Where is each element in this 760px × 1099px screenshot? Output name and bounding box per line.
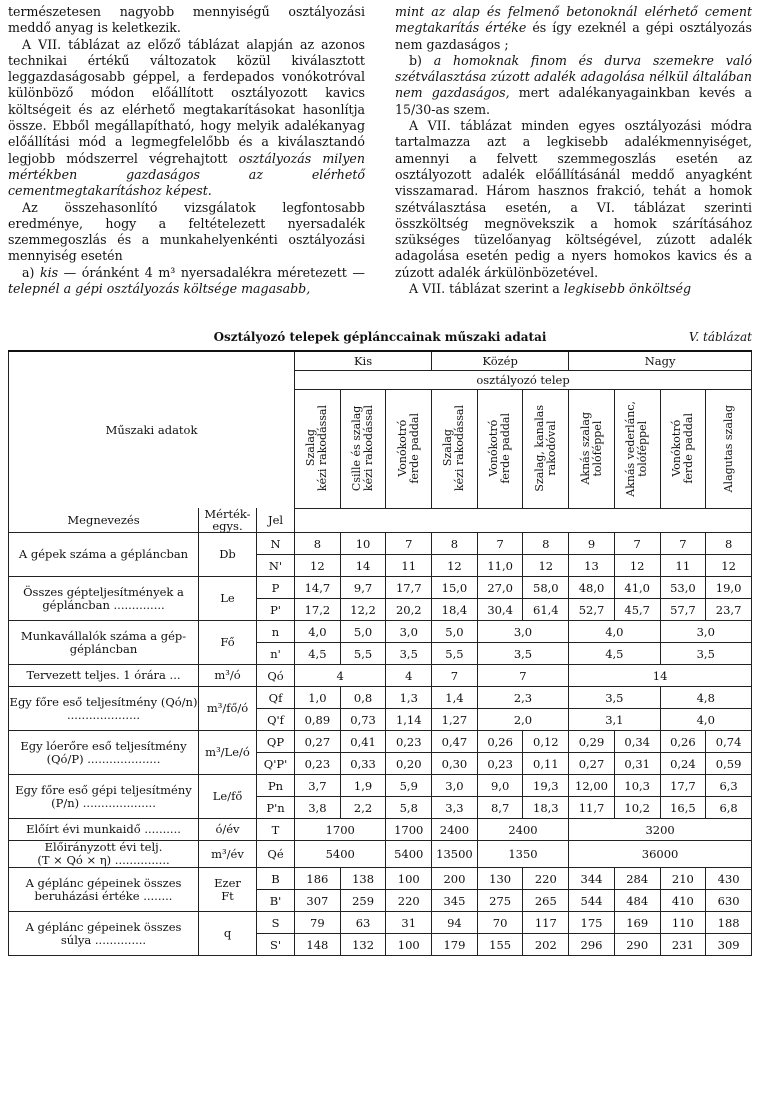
column-header xyxy=(660,389,706,508)
row-name: Munkavállalók száma a gépgépláncban xyxy=(9,621,199,665)
value-cell: 4,0 xyxy=(660,709,751,731)
table-row xyxy=(9,912,752,934)
value-cell: 3200 xyxy=(569,819,752,841)
column-label: Csille és szalag kézi rakodással xyxy=(350,405,376,492)
spec-table xyxy=(8,350,752,956)
value-cell: 7 xyxy=(614,533,660,555)
value-cell: 13500 xyxy=(432,841,478,868)
value-cell: 430 xyxy=(706,868,752,890)
value-cell: 3,5 xyxy=(569,687,660,709)
value-cell: 16,5 xyxy=(660,797,706,819)
value-cell: 10 xyxy=(340,533,386,555)
column-header xyxy=(386,389,432,508)
value-cell: 3,5 xyxy=(477,643,568,665)
value-cell: 58,0 xyxy=(523,577,569,599)
column-label: Vonókotró ferde paddal xyxy=(395,413,421,484)
value-cell: 175 xyxy=(569,912,615,934)
value-cell: 18,3 xyxy=(523,797,569,819)
row-unit: Db xyxy=(199,533,257,577)
value-cell: 8 xyxy=(295,533,341,555)
row-unit: Le/fő xyxy=(199,775,257,819)
paragraph: természetesen nagyobb mennyiségű osztályozási meddő anyag is keletkezik. xyxy=(8,4,365,36)
column-label: Aknás szalag tolóféppel xyxy=(578,412,604,485)
value-cell: 148 xyxy=(295,934,341,956)
value-cell: 3,0 xyxy=(477,621,568,643)
value-cell: 307 xyxy=(295,890,341,912)
value-cell: 14,7 xyxy=(295,577,341,599)
value-cell: 0,8 xyxy=(340,687,386,709)
value-cell: 3,0 xyxy=(660,621,751,643)
right-column xyxy=(395,4,752,297)
value-cell: 5400 xyxy=(295,841,386,868)
value-cell: 2400 xyxy=(432,819,478,841)
value-cell: 202 xyxy=(523,934,569,956)
value-cell: 0,23 xyxy=(295,753,341,775)
value-cell: 94 xyxy=(432,912,478,934)
value-cell: 2,3 xyxy=(477,687,568,709)
row-unit: m³/év xyxy=(199,841,257,868)
row-unit: m³/Le/ó xyxy=(199,731,257,775)
symbol-header: Jel xyxy=(257,508,295,533)
value-cell: 52,7 xyxy=(569,599,615,621)
value-cell: 17,2 xyxy=(295,599,341,621)
text-run: mert adalékanyagainkban kevés a 15/30-as szem. xyxy=(395,85,752,117)
column-header xyxy=(706,389,752,508)
value-cell: 130 xyxy=(477,868,523,890)
value-cell: 0,47 xyxy=(432,731,478,753)
italic-run: telepnél a gépi osztályozás költsége magasabb, xyxy=(8,281,311,297)
value-cell: 57,7 xyxy=(660,599,706,621)
value-cell: 4,0 xyxy=(295,621,341,643)
value-cell: 3,3 xyxy=(432,797,478,819)
row-symbol: Q'P' xyxy=(257,753,295,775)
value-cell: 17,7 xyxy=(660,775,706,797)
value-cell: 30,4 xyxy=(477,599,523,621)
value-cell: 11 xyxy=(386,555,432,577)
value-cell: 8 xyxy=(432,533,478,555)
value-cell: 12 xyxy=(523,555,569,577)
row-symbol: Qó xyxy=(257,665,295,687)
value-cell: 2,0 xyxy=(477,709,568,731)
value-cell: 79 xyxy=(295,912,341,934)
value-cell: 45,7 xyxy=(614,599,660,621)
value-cell: 8,7 xyxy=(477,797,523,819)
value-cell: 14 xyxy=(340,555,386,577)
value-cell: 210 xyxy=(660,868,706,890)
value-cell: 484 xyxy=(614,890,660,912)
value-cell: 220 xyxy=(523,868,569,890)
unit-header: Mérték- egys. xyxy=(199,508,257,533)
row-name: A géplánc gépeinek összes beruházási értéke ........ xyxy=(9,868,199,912)
value-cell: 6,8 xyxy=(706,797,752,819)
value-cell: 1700 xyxy=(295,819,386,841)
value-cell: 8 xyxy=(706,533,752,555)
text-run: A VII. táblázat szerint a xyxy=(409,281,564,297)
group-header: Közép xyxy=(432,351,569,370)
value-cell: 27,0 xyxy=(477,577,523,599)
row-symbol: QP xyxy=(257,731,295,753)
value-cell: 0,34 xyxy=(614,731,660,753)
value-cell: 0,74 xyxy=(706,731,752,753)
name-header: Megnevezés xyxy=(9,508,199,533)
value-cell: 4 xyxy=(386,665,432,687)
row-symbol: B' xyxy=(257,890,295,912)
value-cell: 0,73 xyxy=(340,709,386,731)
value-cell: 7 xyxy=(477,533,523,555)
value-cell: 12,2 xyxy=(340,599,386,621)
value-cell: 2400 xyxy=(477,819,568,841)
value-cell: 100 xyxy=(386,868,432,890)
value-cell: 0,23 xyxy=(386,731,432,753)
value-cell: 7 xyxy=(660,533,706,555)
tech-header-cell xyxy=(9,351,295,508)
row-symbol: Q'f xyxy=(257,709,295,731)
value-cell: 3,0 xyxy=(432,775,478,797)
column-header xyxy=(477,389,523,508)
value-cell: 4,8 xyxy=(660,687,751,709)
value-cell: 41,0 xyxy=(614,577,660,599)
italic-run: osztályozás milyen mértékben gazdaságos az elérhető cementmegtakarításhoz képest. xyxy=(8,150,365,199)
value-cell: 155 xyxy=(477,934,523,956)
table-row xyxy=(9,687,752,709)
text-columns xyxy=(8,4,752,297)
column-label: Vonókotró ferde paddal xyxy=(487,413,513,484)
value-cell: 309 xyxy=(706,934,752,956)
column-label: Szalag kézi rakodással xyxy=(304,405,330,492)
value-cell: 544 xyxy=(569,890,615,912)
value-cell: 3,5 xyxy=(386,643,432,665)
value-cell: 6,3 xyxy=(706,775,752,797)
value-cell: 1,4 xyxy=(432,687,478,709)
italic-run: legkisebb önköltség xyxy=(563,281,692,297)
paragraph: A VII. táblázat minden egyes osztályozási módra tartalmazza azt a legkisebb adalékmennyiséget, amennyi a felvett szemmegoszlás esetén az osztályozott adalék előállításánál meddő anyagként visszamarad. Három hasznos frakció, tehát a homok szétválasztása esetén, a VI. táblázat szerinti összköltség megnövekszik a homok szárításához szükséges tüzelőanyag költségével, zúzott adalék adagolása esetén pedig a nyers homokos kavics és a zúzott adalék árkülönbözetével. xyxy=(395,118,752,280)
tech-header: Műszaki adatok xyxy=(105,423,198,437)
row-unit: m³/ó xyxy=(199,665,257,687)
row-unit: ó/év xyxy=(199,819,257,841)
value-cell: 138 xyxy=(340,868,386,890)
text-run: A VII. táblázat az előző táblázat alapján az azonos technikai értékű változatok közül kiválasztott leggazdaságosabb géppel, a ferdepados vonókotróval különböző módon előállított osztályozott kavics költségeit és az elérhető megtakarításokat hasonlítja össze. Ebből megállapítható, hogy melyik adalékanyag előállítási mód a legmegfelelőbb és a kiválasztandó legjobb módszerrel végrehajtott xyxy=(8,36,365,166)
value-cell: 9 xyxy=(569,533,615,555)
group-header: Nagy xyxy=(569,351,752,370)
column-header xyxy=(569,389,615,508)
value-cell: 12 xyxy=(614,555,660,577)
column-label: Szalag kézi rakodással xyxy=(441,405,467,492)
value-cell: 344 xyxy=(569,868,615,890)
value-cell: 220 xyxy=(386,890,432,912)
row-unit: q xyxy=(199,912,257,956)
value-cell: 179 xyxy=(432,934,478,956)
value-cell: 48,0 xyxy=(569,577,615,599)
column-header xyxy=(432,389,478,508)
value-cell: 0,89 xyxy=(295,709,341,731)
value-cell: 169 xyxy=(614,912,660,934)
value-cell: 12 xyxy=(432,555,478,577)
table-row xyxy=(9,819,752,841)
table-row xyxy=(9,868,752,890)
value-cell: 1,14 xyxy=(386,709,432,731)
value-cell: 12 xyxy=(295,555,341,577)
italic-run: mint az alap és felmenő betonoknál elérhető cement megtakarítás értéke xyxy=(395,4,752,36)
row-name: Egy főre eső gépi teljesítmény (P/n) .................... xyxy=(9,775,199,819)
table-row xyxy=(9,621,752,643)
value-cell: 4,5 xyxy=(569,643,660,665)
value-cell: 10,3 xyxy=(614,775,660,797)
value-cell: 0,29 xyxy=(569,731,615,753)
value-cell: 186 xyxy=(295,868,341,890)
paragraph xyxy=(8,265,365,298)
value-cell: 63 xyxy=(340,912,386,934)
value-cell: 5,0 xyxy=(340,621,386,643)
header-spacer xyxy=(295,508,752,533)
value-cell: 0,59 xyxy=(706,753,752,775)
value-cell: 0,20 xyxy=(386,753,432,775)
value-cell: 0,12 xyxy=(523,731,569,753)
value-cell: 61,4 xyxy=(523,599,569,621)
value-cell: 7 xyxy=(432,665,478,687)
value-cell: 11 xyxy=(660,555,706,577)
value-cell: 5,8 xyxy=(386,797,432,819)
value-cell: 7 xyxy=(386,533,432,555)
value-cell: 0,11 xyxy=(523,753,569,775)
paragraph xyxy=(395,4,752,53)
row-unit: m³/fő/ó xyxy=(199,687,257,731)
value-cell: 11,7 xyxy=(569,797,615,819)
value-cell: 3,8 xyxy=(295,797,341,819)
value-cell: 630 xyxy=(706,890,752,912)
value-cell: 0,27 xyxy=(569,753,615,775)
text-run: és így ezeknél a gépi osztályozás nem gazdaságos ; xyxy=(395,20,752,52)
row-symbol: N' xyxy=(257,555,295,577)
row-unit: Fő xyxy=(199,621,257,665)
value-cell: 9,0 xyxy=(477,775,523,797)
left-column xyxy=(8,4,365,297)
value-cell: 1,27 xyxy=(432,709,478,731)
row-symbol: P xyxy=(257,577,295,599)
value-cell: 4,0 xyxy=(569,621,660,643)
value-cell: 110 xyxy=(660,912,706,934)
value-cell: 410 xyxy=(660,890,706,912)
italic-run: kis xyxy=(39,264,59,280)
value-cell: 19,0 xyxy=(706,577,752,599)
value-cell: 132 xyxy=(340,934,386,956)
row-symbol: n' xyxy=(257,643,295,665)
table-title: Osztályozó telepek géplánccainak műszaki adatai xyxy=(213,330,547,344)
paragraph xyxy=(395,281,752,297)
value-cell: 1,0 xyxy=(295,687,341,709)
value-cell: 290 xyxy=(614,934,660,956)
value-cell: 1350 xyxy=(477,841,568,868)
value-cell: 3,7 xyxy=(295,775,341,797)
row-unit: Le xyxy=(199,577,257,621)
value-cell: 53,0 xyxy=(660,577,706,599)
value-cell: 19,3 xyxy=(523,775,569,797)
group-header: Kis xyxy=(295,351,432,370)
value-cell: 0,33 xyxy=(340,753,386,775)
row-symbol: S xyxy=(257,912,295,934)
table-row xyxy=(9,731,752,753)
row-name: Előirányzott évi telj. (T × Qó × η) ............... xyxy=(9,841,199,868)
value-cell: 15,0 xyxy=(432,577,478,599)
row-name: Egy lóerőre eső teljesítmény (Qó/P) .................... xyxy=(9,731,199,775)
value-cell: 20,2 xyxy=(386,599,432,621)
row-symbol: B xyxy=(257,868,295,890)
value-cell: 0,27 xyxy=(295,731,341,753)
value-cell: 12 xyxy=(706,555,752,577)
column-header xyxy=(340,389,386,508)
value-cell: 10,2 xyxy=(614,797,660,819)
value-cell: 9,7 xyxy=(340,577,386,599)
value-cell: 3,5 xyxy=(660,643,751,665)
value-cell: 7 xyxy=(477,665,568,687)
row-name: Előírt évi munkaidő .......... xyxy=(9,819,199,841)
paragraph: Az összehasonlító vizsgálatok legfontosabb eredménye, hogy a feltételezett nyersadalék szemmegoszlás és a munkahelyenkénti osztályozási mennyiség esetén xyxy=(8,199,365,264)
value-cell: 0,31 xyxy=(614,753,660,775)
text-run: b) xyxy=(409,52,434,68)
value-cell: 5,5 xyxy=(432,643,478,665)
value-cell: 0,24 xyxy=(660,753,706,775)
value-cell: 70 xyxy=(477,912,523,934)
value-cell: 4 xyxy=(295,665,386,687)
value-cell: 11,0 xyxy=(477,555,523,577)
italic-run: a homoknak finom és durva szemekre való szétválasztása zúzott adalék adagolása nélkül általában nem gazdaságos, xyxy=(395,52,752,101)
value-cell: 200 xyxy=(432,868,478,890)
row-name: A géplánc gépeinek összes súlya .............. xyxy=(9,912,199,956)
text-run: a) xyxy=(22,264,40,280)
value-cell: 23,7 xyxy=(706,599,752,621)
value-cell: 12,00 xyxy=(569,775,615,797)
value-cell: 5,5 xyxy=(340,643,386,665)
row-unit: Ezer Ft xyxy=(199,868,257,912)
row-symbol: N xyxy=(257,533,295,555)
value-cell: 13 xyxy=(569,555,615,577)
table-row xyxy=(9,775,752,797)
table-row xyxy=(9,665,752,687)
text-run: — óránként 4 m³ nyersadalékra méretezett — xyxy=(58,264,365,280)
column-label: Alagutas szalag xyxy=(721,404,735,493)
table-ref: V. táblázat xyxy=(688,330,752,344)
value-cell: 0,41 xyxy=(340,731,386,753)
value-cell: 296 xyxy=(569,934,615,956)
column-header xyxy=(614,389,660,508)
row-name: A gépek száma a gépláncban xyxy=(9,533,199,577)
table-row xyxy=(9,577,752,599)
value-cell: 3,0 xyxy=(386,621,432,643)
value-cell: 100 xyxy=(386,934,432,956)
value-cell: 2,2 xyxy=(340,797,386,819)
value-cell: 231 xyxy=(660,934,706,956)
column-label: Aknás vederlánc, tolóféppel xyxy=(624,400,650,497)
table-row xyxy=(9,841,752,868)
value-cell: 4,5 xyxy=(295,643,341,665)
value-cell: 36000 xyxy=(569,841,752,868)
row-symbol: T xyxy=(257,819,295,841)
value-cell: 117 xyxy=(523,912,569,934)
row-name: Egy főre eső teljesítmény (Qó/n) .................... xyxy=(9,687,199,731)
row-symbol: Qé xyxy=(257,841,295,868)
value-cell: 5,9 xyxy=(386,775,432,797)
subtitle: osztályozó telep xyxy=(295,370,752,389)
value-cell: 265 xyxy=(523,890,569,912)
value-cell: 31 xyxy=(386,912,432,934)
value-cell: 0,23 xyxy=(477,753,523,775)
column-header xyxy=(523,389,569,508)
value-cell: 0,26 xyxy=(477,731,523,753)
row-symbol: Pn xyxy=(257,775,295,797)
row-name: Tervezett teljes. 1 órára ... xyxy=(9,665,199,687)
value-cell: 284 xyxy=(614,868,660,890)
value-cell: 345 xyxy=(432,890,478,912)
value-cell: 8 xyxy=(523,533,569,555)
value-cell: 0,30 xyxy=(432,753,478,775)
column-header xyxy=(295,389,341,508)
column-label: Vonókotró ferde paddal xyxy=(669,413,695,484)
paragraph xyxy=(395,53,752,118)
value-cell: 14 xyxy=(569,665,752,687)
paragraph xyxy=(8,37,365,200)
table-body xyxy=(9,533,752,956)
value-cell: 3,1 xyxy=(569,709,660,731)
column-label: Szalag, kanalas rakodóval xyxy=(532,405,558,492)
value-cell: 259 xyxy=(340,890,386,912)
value-cell: 1700 xyxy=(386,819,432,841)
row-symbol: S' xyxy=(257,934,295,956)
row-symbol: P'n xyxy=(257,797,295,819)
row-name: Összes gépteljesítmények a gépláncban .............. xyxy=(9,577,199,621)
table-row xyxy=(9,533,752,555)
value-cell: 0,26 xyxy=(660,731,706,753)
value-cell: 275 xyxy=(477,890,523,912)
value-cell: 1,9 xyxy=(340,775,386,797)
value-cell: 5400 xyxy=(386,841,432,868)
row-symbol: P' xyxy=(257,599,295,621)
value-cell: 18,4 xyxy=(432,599,478,621)
row-symbol: n xyxy=(257,621,295,643)
value-cell: 17,7 xyxy=(386,577,432,599)
value-cell: 188 xyxy=(706,912,752,934)
row-symbol: Qf xyxy=(257,687,295,709)
table-caption xyxy=(8,330,752,346)
value-cell: 1,3 xyxy=(386,687,432,709)
value-cell: 5,0 xyxy=(432,621,478,643)
